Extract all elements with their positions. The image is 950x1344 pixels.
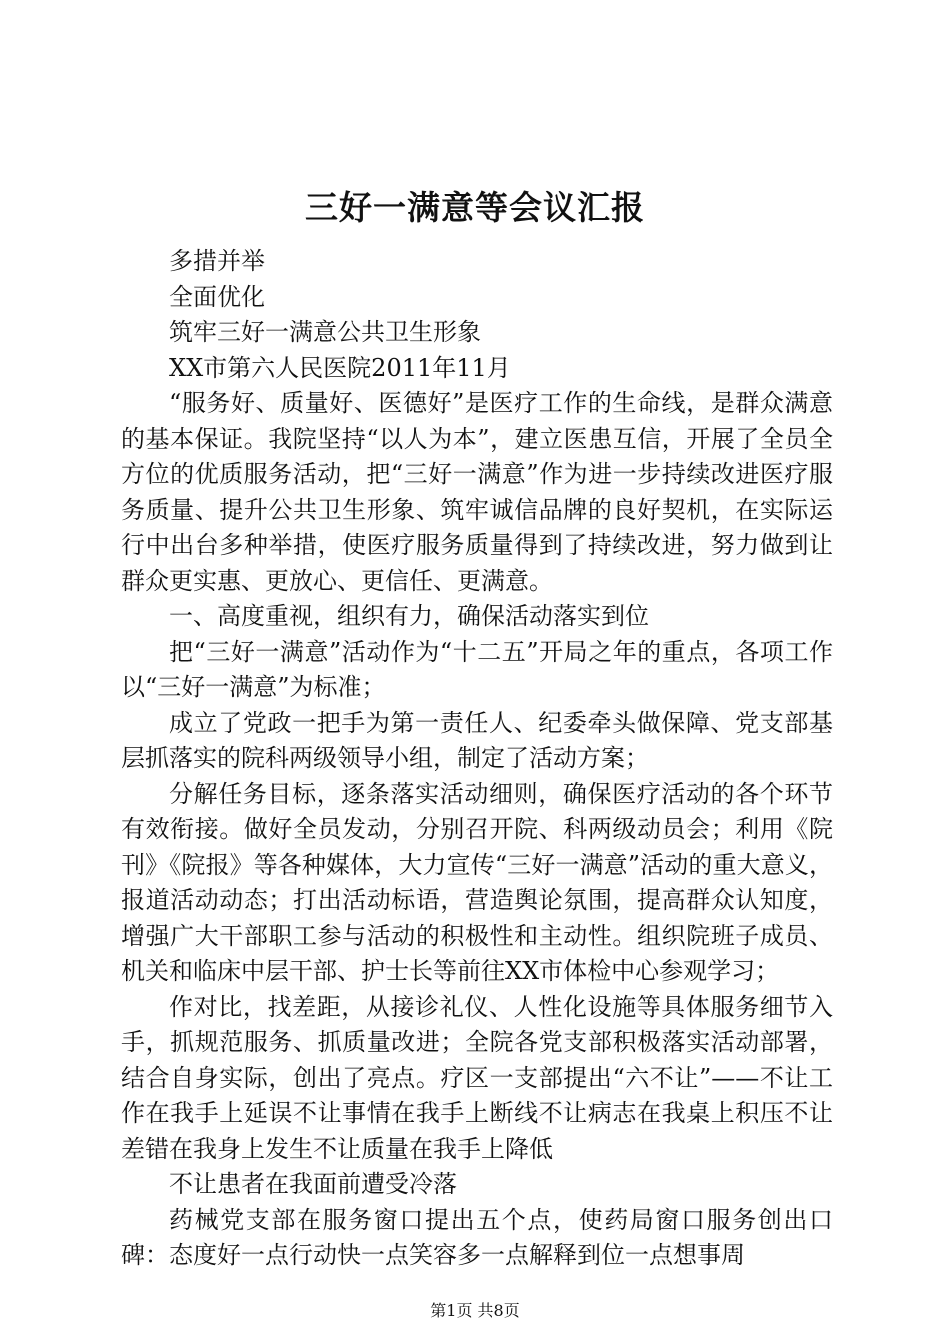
section-heading-1: 一、高度重视，组织有力，确保活动落实到位 (169, 602, 649, 630)
paragraph: 不让患者在我面前遭受冷落 (169, 1170, 457, 1198)
document-body (121, 244, 833, 1274)
subtitle-line-1: 多措并举 (169, 247, 265, 275)
author-date-line: XX市第六人民医院2011年11月 (169, 353, 511, 382)
paragraph: 作对比，找差距，从接诊礼仪、人性化设施等具体服务细节入手，抓规范服务、抓质量改进；全院各党支部积极落实活动部署，结合自身实际，创出了亮点。疗区一支部提出“六不让”——不让工作在我手上延误不让事情在我手上断线不让病志在我桌上积压不让差错在我身上发生不让质量在我手上降低 (121, 992, 833, 1163)
page-footer: 第1页 共8页 (430, 1301, 520, 1320)
paragraph-intro: “服务好、质量好、医德好”是医疗工作的生命线，是群众满意的基本保证。我院坚持“以人为本”，建立医患互信，开展了全员全方位的优质服务活动，把“三好一满意”作为进一步持续改进医疗服务质量、提升公共卫生形象、筑牢诚信品牌的良好契机，在实际运行中出台多种举措，使医疗服务质量得到了持续改进，努力做到让群众更实惠、更放心、更信任、更满意。 (121, 389, 833, 595)
paragraph: 分解任务目标，逐条落实活动细则，确保医疗活动的各个环节有效衔接。做好全员发动，分别召开院、科两级动员会；利用《院刊》《院报》等各种媒体，大力宣传“三好一满意”活动的重大意义，报道活动动态；打出活动标语，营造舆论氛围，提高群众认知度，增强广大干部职工参与活动的积极性和主动性。组织院班子成员、机关和临床中层干部、护士长等前往XX市体检中心参观学习； (121, 779, 833, 985)
document-title: 三好一满意等会议汇报 (305, 188, 645, 227)
paragraph: 成立了党政一把手为第一责任人、纪委牵头做保障、党支部基层抓落实的院科两级领导小组，制定了活动方案； (121, 708, 833, 772)
subtitle-line-3: 筑牢三好一满意公共卫生形象 (169, 318, 481, 346)
paragraph: 把“三好一满意”活动作为“十二五”开局之年的重点，各项工作以“三好一满意”为标准； (121, 637, 833, 701)
paragraph: 药械党支部在服务窗口提出五个点，使药局窗口服务创出口碑：态度好一点行动快一点笑容多一点解释到位一点想事周 (121, 1205, 833, 1269)
subtitle-line-2: 全面优化 (169, 282, 265, 311)
